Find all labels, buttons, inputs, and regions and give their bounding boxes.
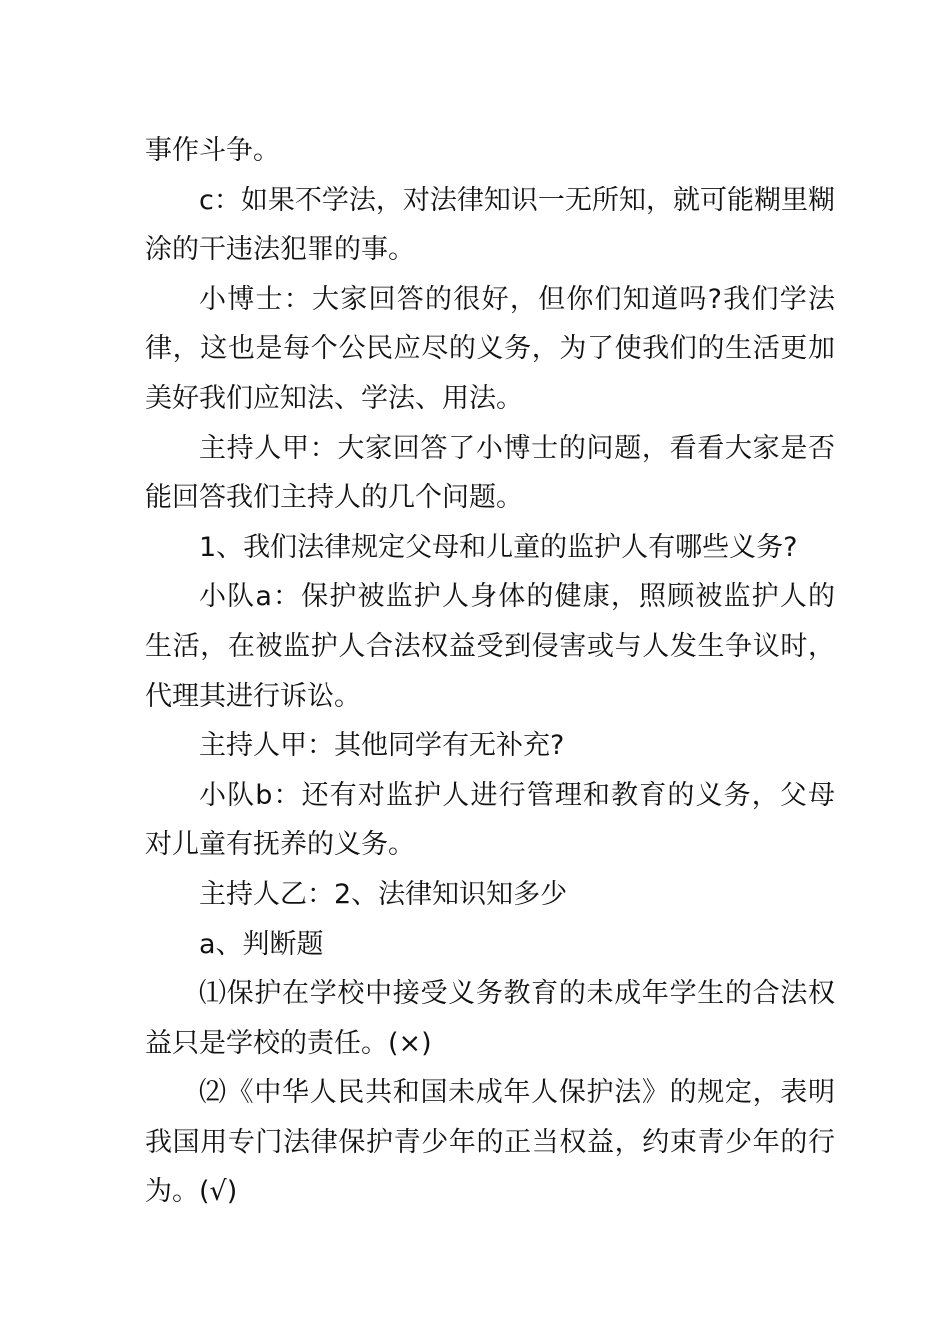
paragraph-xiaoboshi: 小博士：大家回答的很好，但你们知道吗?我们学法律，这也是每个公民应尽的义务，为了使我们的生活更加美好我们应知法、学法、用法。 (145, 283, 835, 414)
paragraph-continuation: 事作斗争。 (145, 135, 280, 166)
paragraph-host-a-intro: 主持人甲：大家回答了小博士的问题，看看大家是否能回答我们主持人的几个问题。 (145, 432, 835, 514)
paragraph-answer-c: c：如果不学法，对法律知识一无所知，就可能糊里糊涂的干违法犯罪的事。 (145, 184, 835, 266)
paragraph-item-2: ⑵《中华人民共和国未成年人保护法》的规定，表明我国用专门法律保护青少年的正当权益，约束青少年的行为。(√) (145, 1077, 835, 1208)
paragraph-team-b-answer: 小队b：还有对监护人进行管理和教育的义务，父母对儿童有抚养的义务。 (145, 779, 835, 861)
paragraph-section-a: a、判断题 (199, 928, 324, 960)
paragraph-item-1: ⑴保护在学校中接受义务教育的未成年学生的合法权益只是学校的责任。(×) (145, 978, 835, 1059)
document-body (145, 126, 835, 1217)
paragraph-host-b-question-2: 主持人乙：2、法律知识知多少 (199, 878, 568, 910)
paragraph-question-1: 1、我们法律规定父母和儿童的监护人有哪些义务? (199, 531, 798, 563)
paragraph-host-a-followup: 主持人甲：其他同学有无补充? (199, 730, 565, 762)
paragraph-team-a-answer: 小队a：保护被监护人身体的健康，照顾被监护人的生活，在被监护人合法权益受到侵害或与人发生争议时，代理其进行诉讼。 (145, 581, 835, 712)
